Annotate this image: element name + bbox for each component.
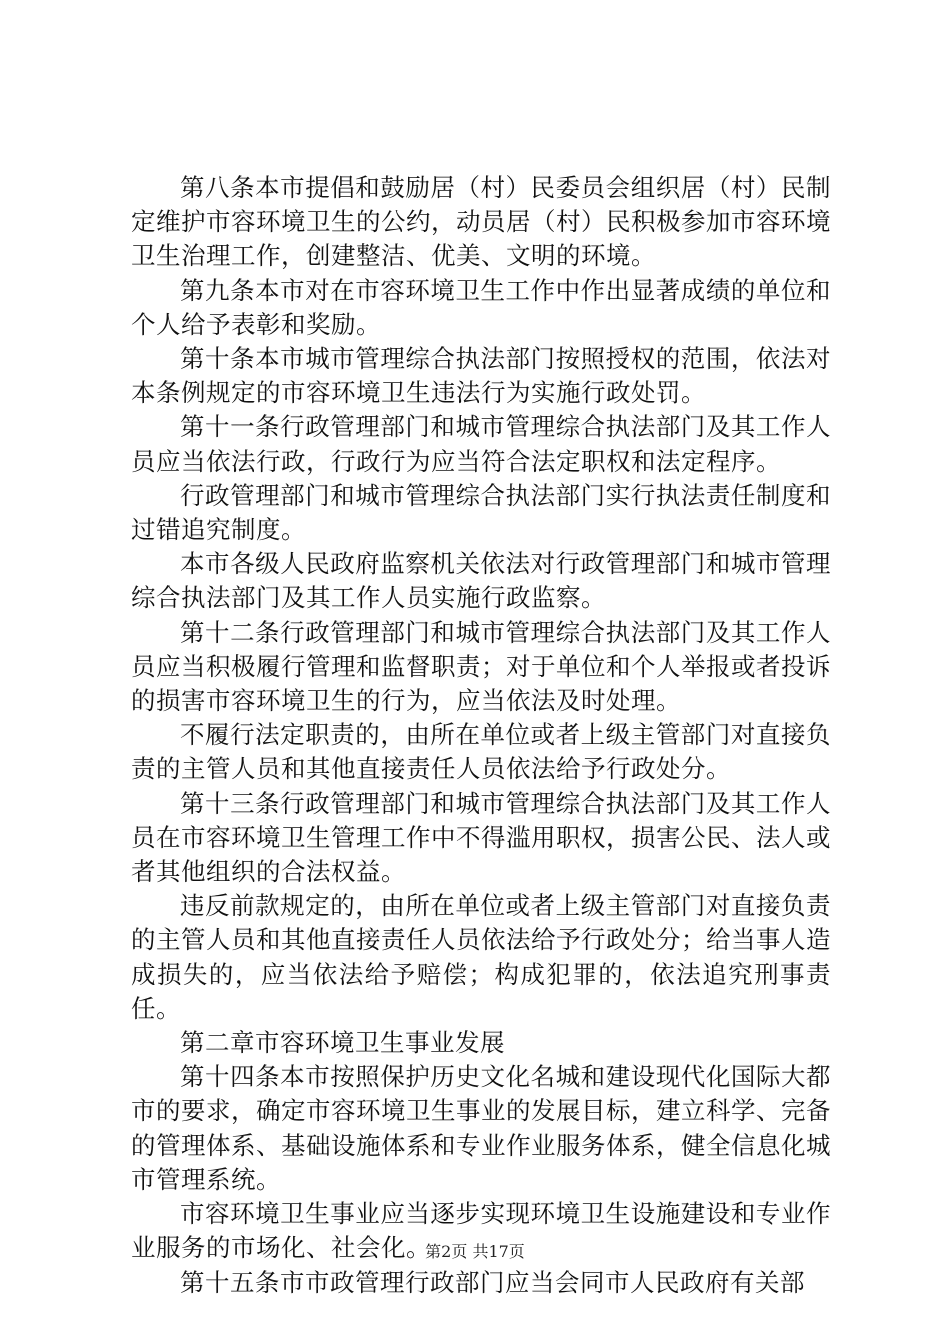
chapter-heading: 第二章市容环境卫生事业发展 [180, 1028, 505, 1058]
paragraph-article-13: 第十三条行政管理部门和城市管理综合执法部门及其工作人员在市容环境卫生管理工作中不得滥用职权，损害公民、法人或者其他组织的合法权益。 [131, 788, 831, 887]
paragraph-article-10: 第十条本市城市管理综合执法部门按照授权的范围，依法对本条例规定的市容环境卫生违法行为实施行政处罚。 [131, 344, 831, 408]
paragraph-article-14-clause-2: 市容环境卫生事业应当逐步实现环境卫生设施建设和专业作业服务的市场化、社会化。 [131, 1199, 831, 1263]
paragraph-article-8: 第八条本市提倡和鼓励居（村）民委员会组织居（村）民制定维护市容环境卫生的公约，动员居（村）民积极参加市容环境卫生治理工作，创建整洁、优美、文明的环境。 [131, 173, 831, 271]
paragraph-article-11-clause-2: 行政管理部门和城市管理综合执法部门实行执法责任制度和过错追究制度。 [131, 480, 831, 545]
paragraph-article-14: 第十四条本市按照保护历史文化名城和建设现代化国际大都市的要求，确定市容环境卫生事业的发展目标，建立科学、完备的管理体系、基础设施体系和专业作业服务体系，健全信息化城市管理系统。 [131, 1062, 831, 1194]
paragraph-article-9: 第九条本市对在市容环境卫生工作中作出显著成绩的单位和个人给予表彰和奖励。 [131, 275, 831, 339]
paragraph-article-12-clause-2: 不履行法定职责的，由所在单位或者上级主管部门对直接负责的主管人员和其他直接责任人员依法给予行政处分。 [131, 720, 831, 784]
paragraph-article-11-clause-3: 本市各级人民政府监察机关依法对行政管理部门和城市管理综合执法部门及其工作人员实施行政监察。 [131, 549, 831, 613]
paragraph-article-12: 第十二条行政管理部门和城市管理综合执法部门及其工作人员应当积极履行管理和监督职责；对于单位和个人举报或者投诉的损害市容环境卫生的行为，应当依法及时处理。 [131, 617, 831, 716]
paragraph-article-13-clause-2: 违反前款规定的，由所在单位或者上级主管部门对直接负责的主管人员和其他直接责任人员依法给予行政处分；给当事人造成损失的，应当依法给予赔偿；构成犯罪的，依法追究刑事责任。 [131, 891, 831, 1023]
document-body [131, 171, 831, 1300]
paragraph-article-11: 第十一条行政管理部门和城市管理综合执法部门及其工作人员应当依法行政，行政行为应当符合法定职权和法定程序。 [131, 412, 831, 476]
page-number-footer: 第2页 共17页 [425, 1242, 525, 1261]
paragraph-article-15: 第十五条市市政管理行政部门应当会同市人民政府有关部 [180, 1267, 805, 1297]
